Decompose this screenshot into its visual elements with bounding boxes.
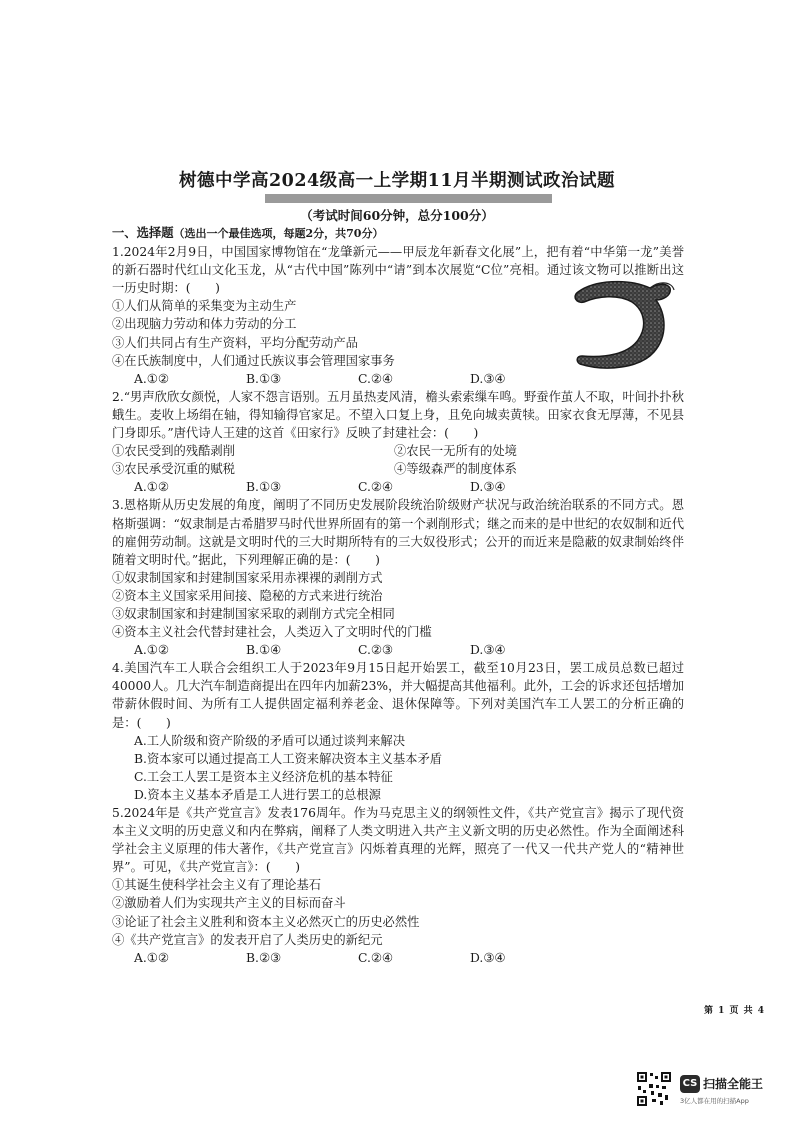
question-4-stem: 4.美国汽车工人联合会组织工人于2023年9月15日起开始罢工，截至10月23日，罢工成员总数已超过40000人。几大汽车制造商提出在四年内加薪23%，并大幅提高其他福利。此外，工会的诉求还包括增加带薪休假时间、为所有工人提供固定福利养老金、退休保障等。下列对美国汽车工人罢工的分析正确的是：( ) <box>112 661 684 730</box>
q1-item-4: ④在氏族制度中，人们通过氏族议事会管理国家事务 <box>112 353 395 368</box>
q5-item-2: ②激励着人们为实现共产主义的目标而奋斗 <box>112 896 346 911</box>
q3-option-a: A.①② <box>134 643 169 658</box>
q4-option-d: D.资本主义基本矛盾是工人进行罢工的总根源 <box>134 787 381 802</box>
q2-items-row-2 <box>112 460 684 478</box>
scanner-app-logo: CS <box>680 1075 700 1093</box>
q2-option-a: A.①② <box>134 480 169 495</box>
question-1-stem: 1.2024年2月9日，中国国家博物馆在“龙肇新元——甲辰龙年新春文化展”上，把有着“中华第一龙”美誉的新石器时代红山文化玉龙，从“古代中国”陈列中“请”到本次展览“C位”亮相。通过该文物可以推断出这一历史时期：( ) <box>112 245 684 296</box>
scanner-app-name: 扫描全能王 <box>703 1077 764 1091</box>
page-number: 第 1 页 共 4 <box>704 1006 766 1016</box>
question-3-stem: 3.恩格斯从历史发展的角度，阐明了不同历史发展阶段统治阶级财产状况与政治统治联系的不同方式。恩格斯强调：“奴隶制是古希腊罗马时代世界所固有的第一个剥削形式；继之而来的是中世纪的农奴制和近代的雇佣劳动制。这就是文明时代的三大时期所特有的三大奴役形式；公开的而近来是隐蔽的奴隶制始终伴随着文明时代。”据此，下列理解正确的是：( ) <box>112 498 684 567</box>
q2-item-3: ③农民承受沉重的赋税 <box>112 462 235 477</box>
q2-option-c: C.②④ <box>358 480 393 495</box>
exam-content <box>112 224 684 967</box>
page-title: 树德中学高2024级高一上学期11月半期测试政治试题 <box>178 171 616 191</box>
q2-item-1: ①农民受到的残酷剥削 <box>112 444 235 459</box>
q5-item-3: ③论证了社会主义胜利和资本主义必然灭亡的历史必然性 <box>112 914 420 929</box>
q1-option-d: D.③④ <box>470 371 506 386</box>
q2-options <box>112 478 684 496</box>
q2-item-4: ④等级森严的制度体系 <box>394 462 517 477</box>
qr-code-icon <box>636 1071 672 1107</box>
question-5-stem: 5.2024年是《共产党宣言》发表176周年。作为马克思主义的纲领性文件，《共产党宣言》揭示了现代资本主义文明的历史意义和内在弊病，阐释了人类文明进入共产主义新文明的历史必然性。作为全面阐述科学社会主义原理的伟大著作，《共产党宣言》闪烁着真理的光辉，照亮了一代又一代共产党人的“精神世界”。可见，《共产党宣言》：( ) <box>112 806 684 875</box>
q3-option-b: B.①④ <box>246 643 281 658</box>
q2-item-2: ②农民一无所有的处境 <box>394 444 517 459</box>
q1-item-2: ②出现脑力劳动和体力劳动的分工 <box>112 317 297 332</box>
q5-item-4: ④《共产党宣言》的发表开启了人类历史的新纪元 <box>112 932 383 947</box>
q3-item-1: ①奴隶制国家和封建制国家采用赤裸裸的剥削方式 <box>112 570 383 585</box>
title-underline-bar <box>265 194 552 203</box>
section-instructions: （选出一个最佳选项，每题2分，共70分） <box>173 227 384 240</box>
q4-option-c: C.工会工人罢工是资本主义经济危机的基本特征 <box>134 769 393 784</box>
q2-option-b: B.①③ <box>246 480 281 495</box>
q5-item-1: ①其诞生使科学社会主义有了理论基石 <box>112 878 322 893</box>
q1-item-1: ①人们从简单的采集变为主动生产 <box>112 299 297 314</box>
q4-option-b: B.资本家可以通过提高工人工资来解决资本主义基本矛盾 <box>134 751 443 766</box>
scanner-app-tagline: 3亿人都在用的扫描App <box>680 1097 749 1105</box>
q3-option-c: C.②③ <box>358 643 393 658</box>
q1-option-b: B.①③ <box>246 371 281 386</box>
q1-options <box>112 370 684 388</box>
q2-items-row-1 <box>112 442 684 460</box>
q1-item-3: ③人们共同占有生产资料，平均分配劳动产品 <box>112 335 358 350</box>
q5-option-b: B.②③ <box>246 950 281 965</box>
q3-item-4: ④资本主义社会代替封建社会，人类迈入了文明时代的门槛 <box>112 625 432 640</box>
q5-option-c: C.②④ <box>358 950 393 965</box>
exam-info: （考试时间60分钟，总分100分） <box>300 208 494 223</box>
q2-option-d: D.③④ <box>470 480 506 495</box>
q5-options <box>112 949 684 967</box>
section-heading <box>112 224 684 243</box>
question-2-stem: 2.“男声欣欣女颜悦，人家不怨言语别。五月虽热麦风清，檐头索索缫车鸣。野蚕作茧人不取，叶间扑扑秋蛾生。麦收上场绢在轴，得知输得官家足。不望入口复上身，且免向城卖黄犊。田家衣食无厚薄，不见县门身即乐。”唐代诗人王建的这首《田家行》反映了封建社会：( ) <box>112 389 684 441</box>
q5-option-d: D.③④ <box>470 950 506 965</box>
q3-option-d: D.③④ <box>470 643 506 658</box>
q1-option-a: A.①② <box>134 371 169 386</box>
q5-option-a: A.①② <box>134 950 169 965</box>
q3-item-2: ②资本主义国家采用间接、隐秘的方式来进行统治 <box>112 588 383 603</box>
section-title: 一、选择题 <box>112 225 174 240</box>
q3-item-3: ③奴隶制国家和封建制国家采取的剥削方式完全相同 <box>112 606 395 621</box>
q1-option-c: C.②④ <box>358 371 393 386</box>
q4-option-a: A.工人阶级和资产阶级的矛盾可以通过谈判来解决 <box>134 733 406 748</box>
q3-options <box>112 641 684 659</box>
